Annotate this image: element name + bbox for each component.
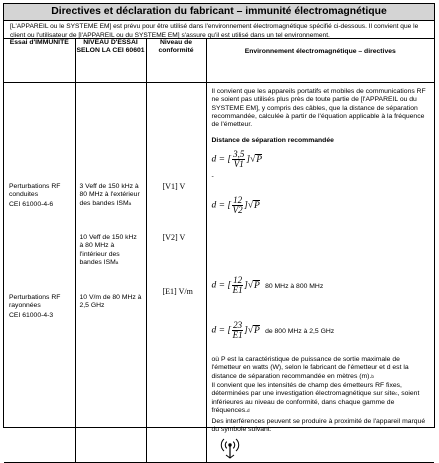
power-explanation: où P est la caractéristique de puissance de sortie maximale de l'émetteur en watts (W), selon le fabricant de l'émetteur et d est la distance de séparation recommandée en mètres (m).$^b$ bbox=[211, 356, 409, 380]
guidance-intro: Il convient que les appareils portatifs et mobiles de communications RF ne soient pas utilisés plus près de toute partie de [l'APPAREIL ou du SYSTEME EM], y compris des câbles, que la distance de séparation recommandée, calculée à partir de l'équation applicable à la fréquence de l'émetteur. bbox=[211, 88, 426, 129]
immunity-grid bbox=[4, 39, 434, 463]
test-level-column bbox=[76, 83, 146, 462]
level-rayonnees: 10 V/m de 80 MHz à 2,5 GHz bbox=[79, 294, 142, 310]
table-title: Directives et déclaration du fabricant – immunité électromagnétique bbox=[4, 4, 434, 21]
intro-text: [L'APPAREIL ou le SYSTEME EM] est prévu pour être utilisé dans l'environnement électromagnétique spécifié ci-dessous. Il convient que le client ou l'utilisateur de [l'APPAREIL ou du SYSTEME EM] s'assure qu'il est utilisé dans un tel environnement. bbox=[4, 21, 434, 39]
distance-heading: Distance de séparation recommandée bbox=[211, 137, 334, 144]
test-conduites: Perturbations RF conduites bbox=[9, 183, 61, 199]
compliance-e1: [E1] V/m bbox=[162, 287, 193, 296]
formula-v1: d = [ $\frac{3,5}{V1}$ ]√P bbox=[211, 149, 263, 169]
immunity-declaration-table bbox=[3, 3, 435, 434]
level-conduites-inside: 10 Veff de 150 kHz à 80 MHz à l'intérieur des bandes ISM$^a$ bbox=[79, 234, 137, 266]
formula-separator: - bbox=[211, 173, 214, 180]
compliance-v2: [V2] V bbox=[162, 233, 186, 242]
non-ionizing-radiation-icon bbox=[215, 437, 245, 461]
compliance-v1: [V1] V bbox=[162, 182, 186, 191]
test-rayonnees: Perturbations RF rayonnées bbox=[9, 294, 61, 310]
compliance-column bbox=[147, 83, 206, 462]
standard-rayonnees: CEI 61000-4-3 bbox=[9, 312, 54, 319]
formula-e1-low: d = [ $\frac{12}{E1}$ ]√P 80 MHz à 800 MHz bbox=[211, 275, 324, 295]
field-strength-text: Il convient que les intensités de champ des émetteurs RF fixes, déterminées par une investigation électromagnétique sur site$^c$, soient inférieures au niveau de conformité, dans chaque gamme de fréquences.$^d$ bbox=[211, 382, 420, 414]
header-conformite: Niveau de conformité bbox=[146, 39, 206, 83]
formula-e1-high: d = [ $\frac{23}{E1}$ ]√P de 800 MHz à 2,5 GHz bbox=[211, 320, 335, 340]
standard-conduites: CEI 61000-4-6 bbox=[9, 201, 54, 208]
header-environnement: Environnement électromagnétique – directives bbox=[206, 39, 434, 83]
formula-v2: d = [ $\frac{12}{V2}$ ]√P bbox=[211, 195, 260, 215]
header-essai: Essai d'IMMUNITE bbox=[4, 39, 75, 83]
test-column bbox=[4, 83, 75, 462]
header-niveau-essai: NIVEAU D'ESSAI SELON LA CEI 60601 bbox=[75, 39, 146, 83]
interference-text: Des interférences peuvent se produire à proximité de l'appareil marqué du symbole suivant: bbox=[211, 418, 426, 434]
level-conduites-outside: 3 Veff de 150 kHz à 80 MHz à l'extérieur des bandes ISM$^a$ bbox=[79, 183, 140, 207]
guidance-column bbox=[207, 83, 435, 462]
